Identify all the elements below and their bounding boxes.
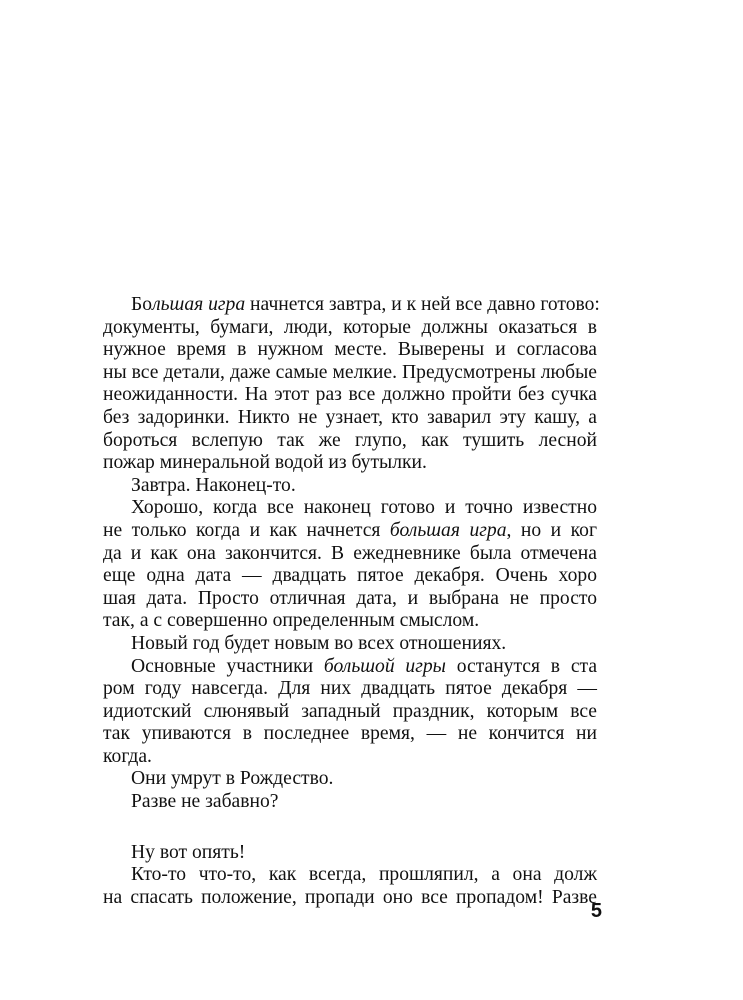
text-run: пожар минеральной водой из бутылки. — [103, 452, 427, 474]
text-line — [103, 430, 597, 453]
text-run: шая дата. Просто отличная дата, и выбрана не просто — [103, 587, 597, 609]
text-line — [103, 656, 597, 679]
text-run: когда. — [103, 745, 152, 767]
italic-term: большой игры — [323, 655, 446, 677]
text-line — [103, 768, 597, 791]
text-run: не только когда и как начнется — [103, 519, 390, 541]
text-run: Завтра. Наконец-то. — [131, 474, 296, 496]
text-line — [103, 678, 597, 701]
text-run: на спасать положение, пропади оно все пропадом! Разве — [103, 886, 597, 908]
text-line — [103, 864, 597, 887]
text-line — [103, 452, 597, 475]
text-section-1 — [103, 294, 600, 814]
text-line — [103, 384, 597, 407]
text-run: идиотский слюнявый западный праздник, которым все — [103, 700, 597, 722]
italic-term: большая игра — [389, 519, 507, 541]
text-run: Они умрут в Рождество. — [131, 768, 334, 790]
text-run: начнется завтра, и к ней все давно готово: — [245, 294, 600, 315]
text-line — [103, 610, 597, 633]
text-line — [103, 842, 597, 865]
text-run: ны все детали, даже самые мелкие. Предусмотрены любые — [103, 361, 597, 383]
text-run: так упиваются в последнее время, — не кончится ни — [103, 723, 597, 745]
text-run: еще одна дата — двадцать пятое декабря. Очень хоро — [103, 565, 597, 587]
text-run: так, а с совершенно определенным смыслом. — [103, 610, 480, 632]
text-run: Разве не забавно? — [131, 791, 279, 813]
text-line — [103, 497, 597, 520]
text-run: , но и ког — [506, 519, 597, 541]
text-line — [103, 746, 597, 769]
text-run: Бо — [131, 294, 153, 315]
text-line — [103, 475, 597, 498]
text-run: бороться вслепую так же глупо, как тушить лесной — [103, 429, 597, 451]
text-run: Ну вот опять! — [131, 841, 246, 863]
text-run: ром году навсегда. Для них двадцать пятое декабря — — [103, 678, 597, 700]
text-run: Хорошо, когда все наконец готово и точно известно — [131, 497, 597, 519]
text-run: Кто-то что-то, как всегда, прошляпил, а она долж — [131, 864, 597, 886]
body-text — [103, 294, 600, 909]
text-section-2 — [103, 842, 597, 910]
text-run: без задоринки. Никто не узнает, кто заварил эту кашу, а — [103, 406, 597, 428]
text-run: останутся в ста — [445, 655, 598, 677]
text-run: Новый год будет новым во всех отношениях. — [131, 632, 507, 654]
text-line — [103, 407, 597, 430]
text-run: нужное время в нужном месте. Выверены и согласова — [103, 339, 597, 361]
text-line — [103, 520, 597, 543]
text-line — [103, 791, 597, 814]
section-break — [103, 814, 597, 842]
page-number: 5 — [590, 900, 602, 922]
text-line — [103, 723, 597, 746]
text-line — [103, 887, 597, 910]
text-run: да и как она закончится. В ежедневнике была отмечена — [103, 542, 597, 564]
text-line — [103, 633, 597, 656]
text-line — [103, 317, 597, 340]
text-line — [103, 543, 597, 566]
text-line — [103, 701, 597, 724]
italic-term: льшая игра — [152, 294, 246, 315]
text-line — [103, 565, 597, 588]
text-line — [103, 362, 597, 385]
text-line — [103, 588, 597, 611]
text-line — [103, 339, 597, 362]
text-line — [103, 294, 600, 317]
text-run: Основные участники — [131, 655, 324, 677]
text-run: документы, бумаги, люди, которые должны оказаться в — [103, 316, 597, 338]
text-run: неожиданности. На этот раз все должно пройти без сучка — [103, 384, 597, 406]
